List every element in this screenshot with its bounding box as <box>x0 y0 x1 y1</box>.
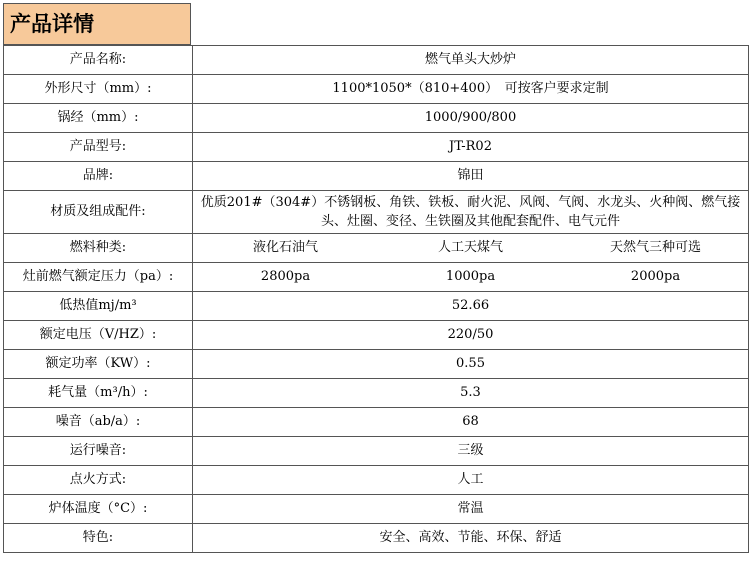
row-label: 灶前燃气额定压力（pa）: <box>4 263 193 292</box>
table-row-features <box>4 524 749 553</box>
row-value: 优质201#（304#）不锈钢板、角铁、铁板、耐火泥、风阀、气阀、水龙头、火种阀、燃气接头、灶圈、变径、生铁圈及其他配套配件、电气元件 <box>193 191 749 234</box>
table-row-running-noise <box>4 437 749 466</box>
row-value: 5.3 <box>193 379 749 408</box>
table-row-dimensions <box>4 75 749 104</box>
table-row-power <box>4 350 749 379</box>
row-value: 68 <box>193 408 749 437</box>
table-row-brand <box>4 162 749 191</box>
table-row-heat-value <box>4 292 749 321</box>
row-label: 特色: <box>4 524 193 553</box>
row-label: 额定功率（KW）: <box>4 350 193 379</box>
row-label: 炉体温度（°C）: <box>4 495 193 524</box>
table-row-wok-diameter <box>4 104 749 133</box>
row-value: 人工 <box>193 466 749 495</box>
row-label: 外形尺寸（mm）: <box>4 75 193 104</box>
row-value: 常温 <box>193 495 749 524</box>
table-row-noise <box>4 408 749 437</box>
row-label: 材质及组成配件: <box>4 191 193 234</box>
row-value: 燃气单头大炒炉 <box>193 46 749 75</box>
fuel-option: 人工天煤气 <box>437 240 503 255</box>
spec-table <box>3 45 749 553</box>
table-row-body-temperature <box>4 495 749 524</box>
row-value: 0.55 <box>193 350 749 379</box>
table-row-voltage <box>4 321 749 350</box>
table-row-model <box>4 133 749 162</box>
table-row-fuel-type <box>4 234 749 263</box>
row-label: 耗气量（m³/h）: <box>4 379 193 408</box>
row-label: 锅经（mm）: <box>4 104 193 133</box>
table-row-gas-consumption <box>4 379 749 408</box>
row-label: 噪音（ab/a）: <box>4 408 193 437</box>
table-row-gas-pressure <box>4 263 749 292</box>
row-label: 额定电压（V/HZ）: <box>4 321 193 350</box>
row-label: 产品名称: <box>4 46 193 75</box>
pressure-value: 2800pa <box>260 269 311 284</box>
row-label: 低热值mj/m³ <box>4 292 193 321</box>
row-label: 品牌: <box>4 162 193 191</box>
row-label: 点火方式: <box>4 466 193 495</box>
row-value: 三级 <box>193 437 749 466</box>
row-value: 220/50 <box>193 321 749 350</box>
row-value-group <box>193 234 749 263</box>
section-header <box>3 3 749 45</box>
row-value-group <box>193 263 749 292</box>
row-value: 安全、高效、节能、环保、舒适 <box>193 524 749 553</box>
row-value: 1000/900/800 <box>193 104 749 133</box>
row-label: 产品型号: <box>4 133 193 162</box>
row-value: 52.66 <box>193 292 749 321</box>
row-value: 1100*1050*（810+400） 可按客户要求定制 <box>193 75 749 104</box>
fuel-option: 液化石油气 <box>252 240 318 255</box>
row-value: 锦田 <box>193 162 749 191</box>
table-row-materials <box>4 191 749 234</box>
row-value: JT-R02 <box>193 133 749 162</box>
pressure-value: 1000pa <box>445 269 496 284</box>
fuel-option: 天然气三种可选 <box>609 240 701 255</box>
row-label: 运行噪音: <box>4 437 193 466</box>
table-row-product-name <box>4 46 749 75</box>
table-row-ignition <box>4 466 749 495</box>
pressure-value: 2000pa <box>630 269 681 284</box>
row-label: 燃料种类: <box>4 234 193 263</box>
section-title: 产品详情 <box>3 3 191 45</box>
